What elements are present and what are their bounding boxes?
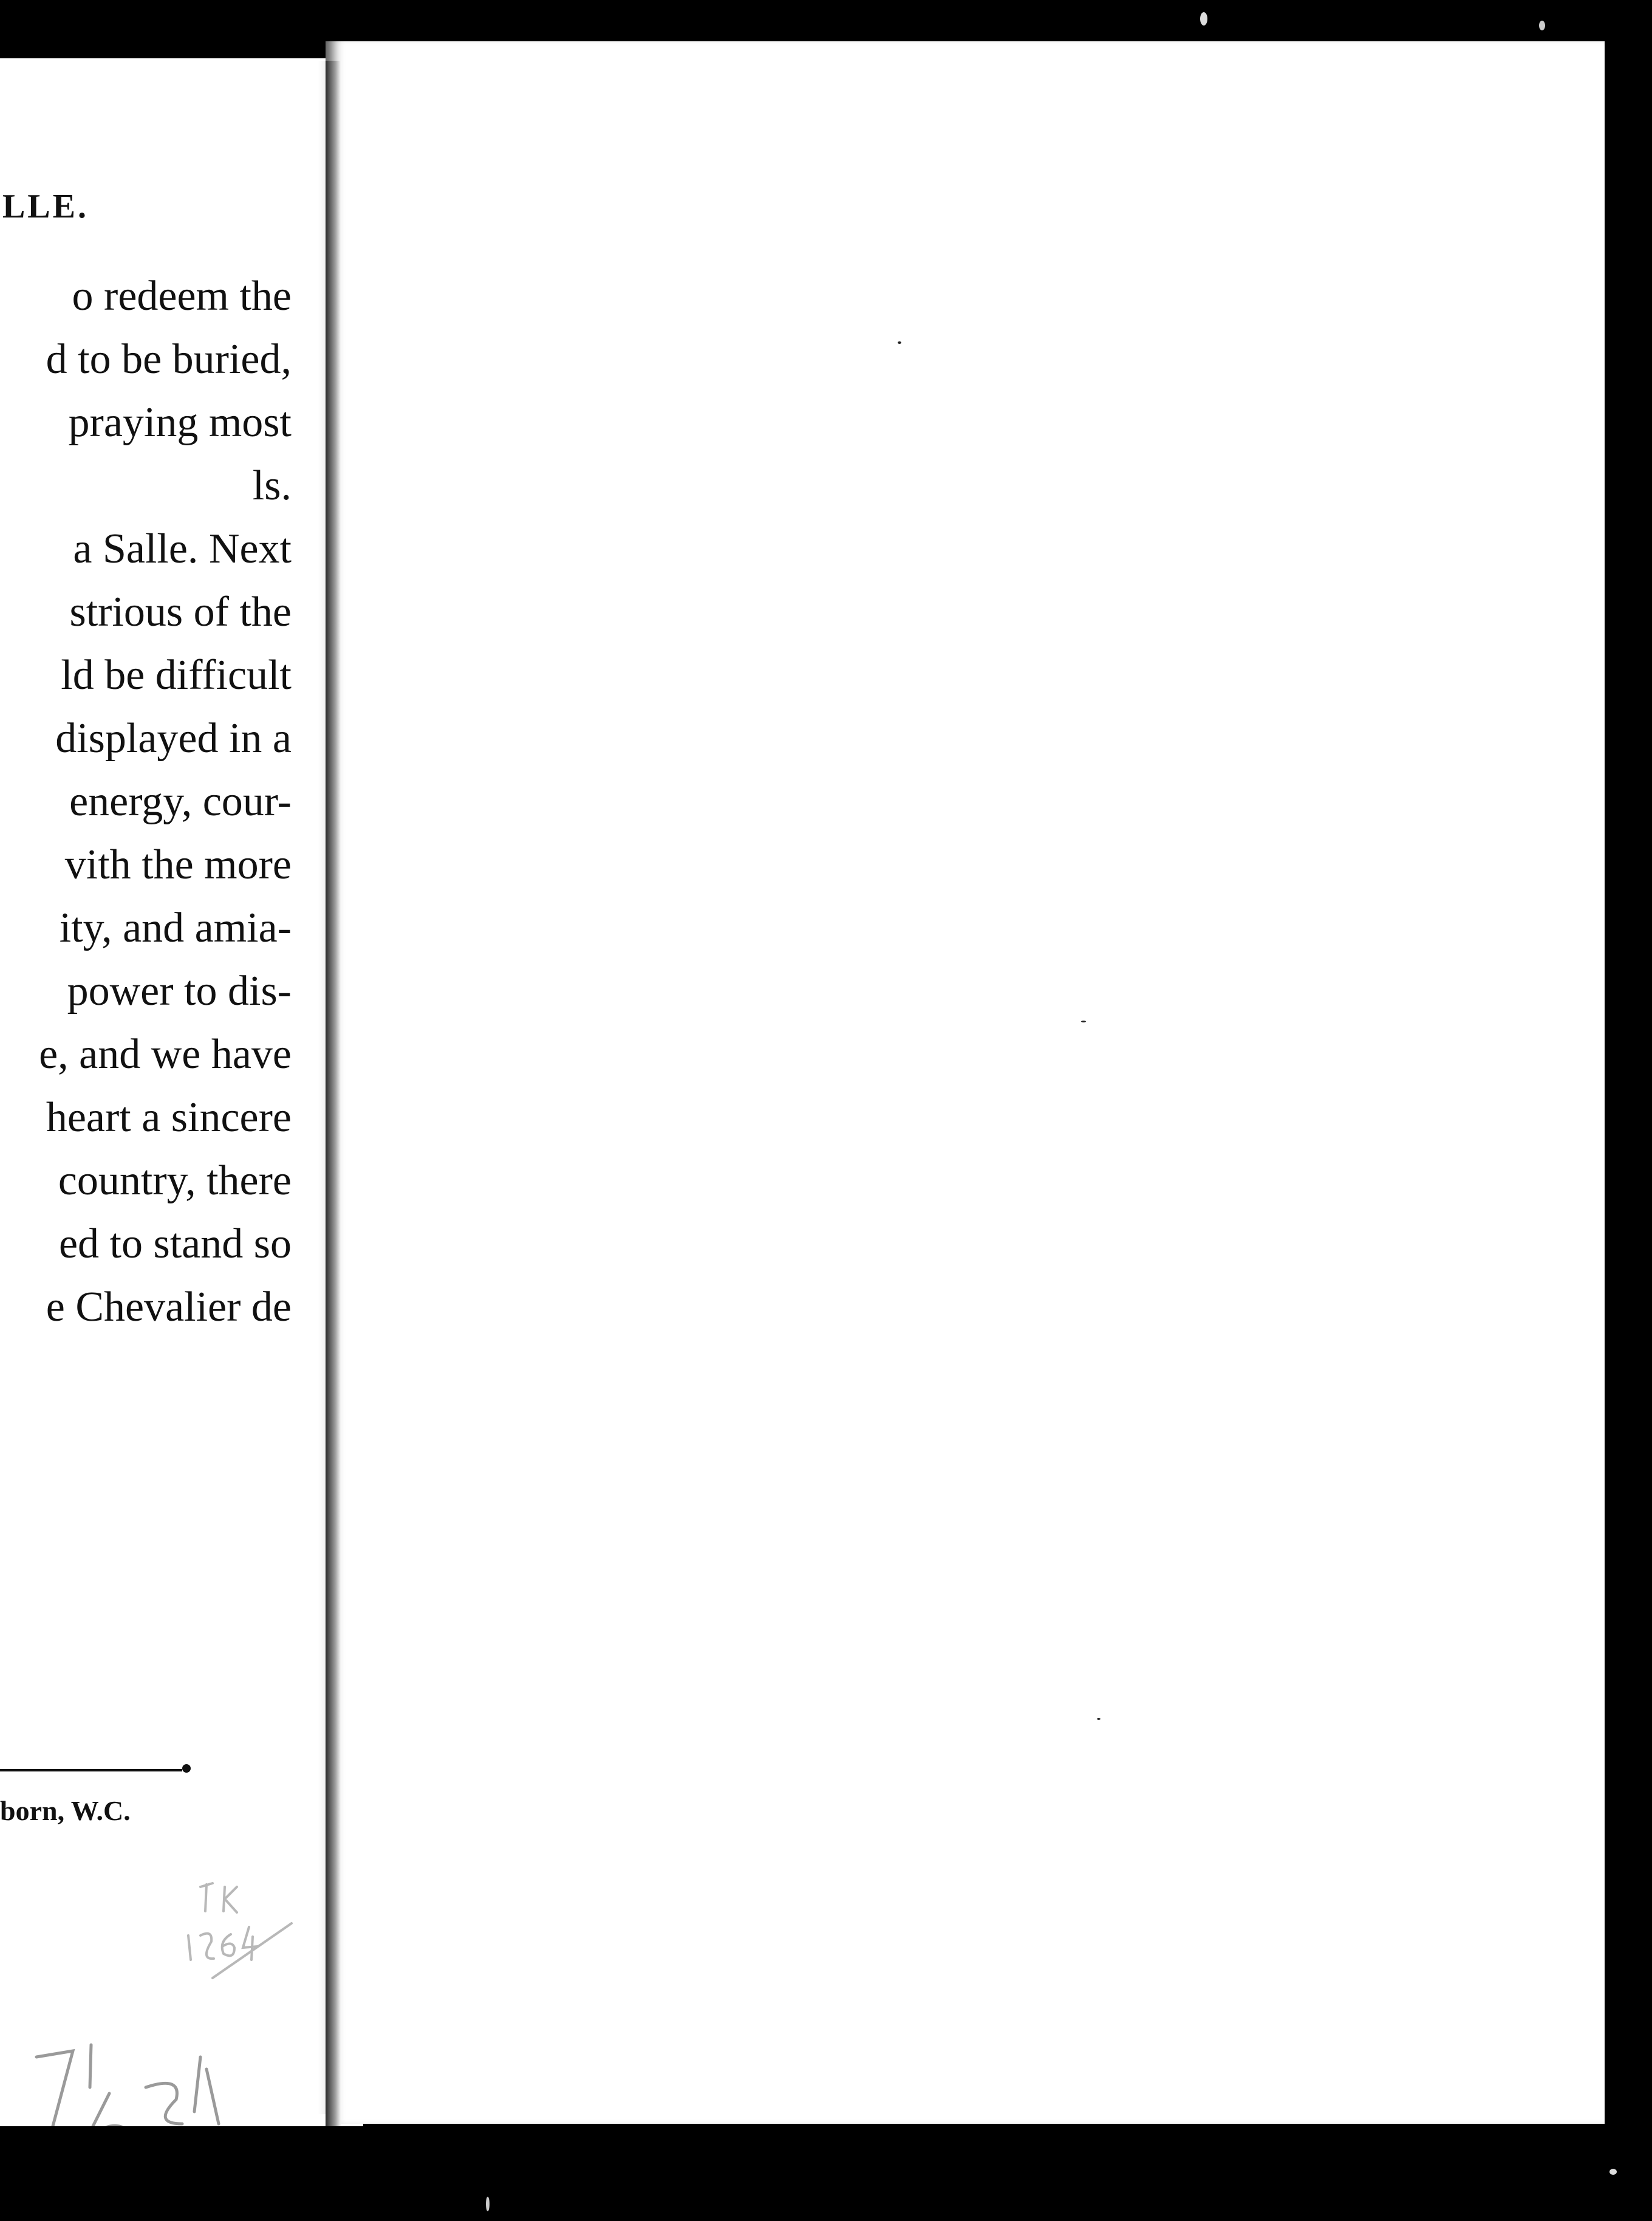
- text-line: energy, cour-: [69, 778, 292, 825]
- scan-speck: [1609, 2169, 1617, 2175]
- body-text: [0, 265, 292, 1339]
- text-line: heart a sincere: [46, 1094, 292, 1141]
- scan-speck: [1097, 1718, 1101, 1720]
- text-line: ity, and amia-: [59, 905, 292, 951]
- right-book-page: [326, 41, 1605, 2124]
- text-line: a Salle. Next: [73, 525, 292, 572]
- text-line: e, and we have: [39, 1031, 292, 1078]
- scan-speck: [1081, 1021, 1086, 1022]
- text-line: ls.: [252, 462, 292, 509]
- text-line: praying most: [68, 399, 292, 446]
- text-line: ld be difficult: [61, 652, 292, 699]
- imprint-rule: [0, 1769, 182, 1771]
- ink-annotation: [24, 2021, 243, 2126]
- scan-speck: [898, 341, 901, 344]
- text-line: ed to stand so: [58, 1220, 292, 1267]
- scan-speck: [1539, 21, 1545, 30]
- left-book-page: [0, 58, 363, 2126]
- scan-speck: [486, 2197, 490, 2211]
- text-line: strious of the: [69, 589, 292, 635]
- text-line: vith the more: [64, 841, 292, 888]
- text-line: power to dis-: [67, 968, 292, 1015]
- page-spine-edge: [326, 61, 341, 2126]
- text-line: displayed in a: [55, 715, 292, 762]
- text-line: d to be buried,: [46, 336, 292, 383]
- pencil-annotation: [176, 1869, 298, 1990]
- text-line: e Chevalier de: [46, 1284, 292, 1330]
- rule-dot: [182, 1764, 191, 1773]
- text-line: o redeem the: [72, 273, 292, 320]
- text-line: country, there: [58, 1157, 292, 1204]
- printer-imprint: born, W.C.: [0, 1795, 131, 1826]
- scan-speck: [1200, 12, 1207, 26]
- running-head: LLE.: [2, 188, 89, 225]
